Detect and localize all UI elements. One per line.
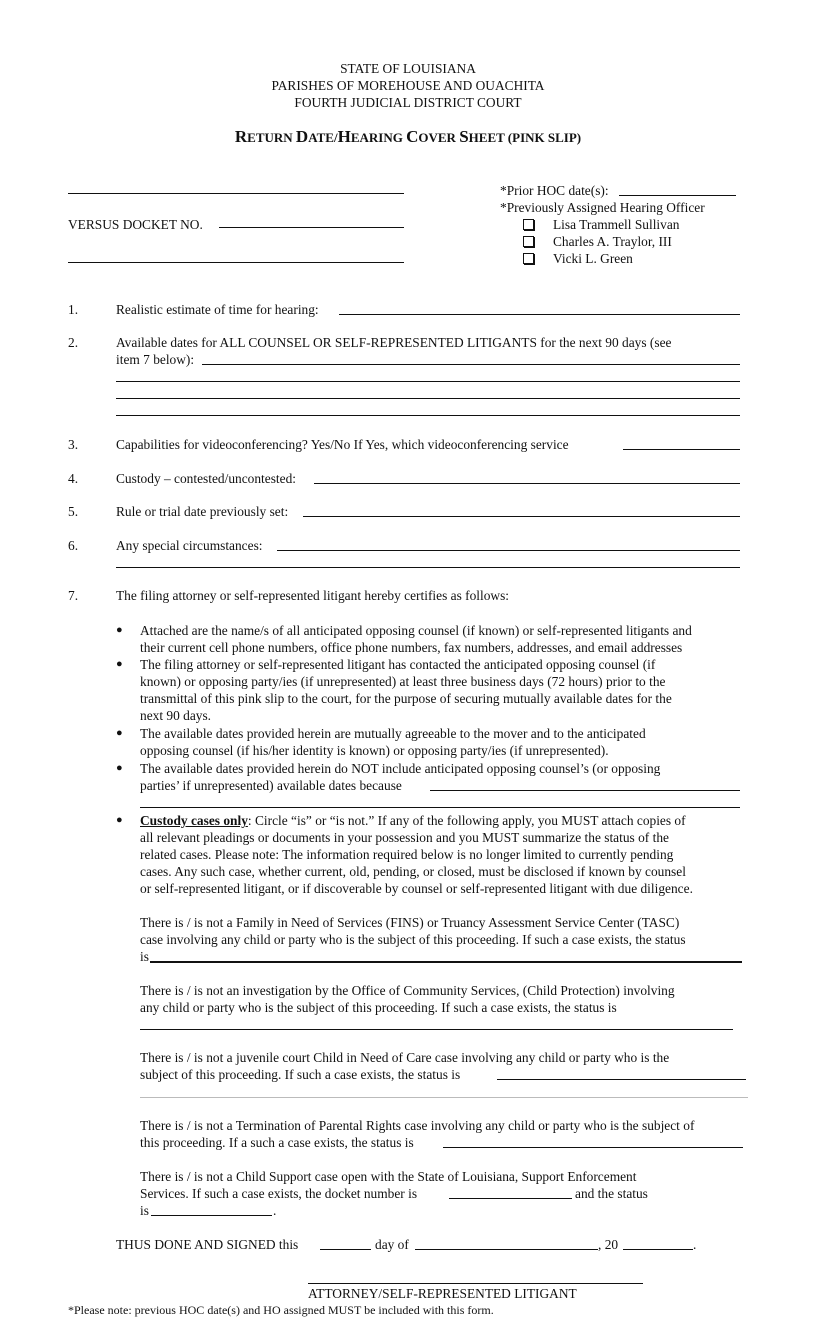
cs-is-label: is xyxy=(140,1203,149,1218)
officer-checkbox-green[interactable] xyxy=(523,253,534,264)
bullet-1-line-1: Attached are the name/s of all anticipated opposing counsel (if known) or self-represented litigants and xyxy=(140,623,692,638)
bullet-5-line-4: cases. Any such case, whether current, old, pending, or closed, must be disclosed if known by counsel xyxy=(140,864,686,879)
bullet-2-line-2: known) or opposing party/ies (if unrepresented) at least three business days (72 hours) prior to the xyxy=(140,674,666,689)
item-1-label: Realistic estimate of time for hearing: xyxy=(116,302,319,317)
item-7-label: The filing attorney or self-represented litigant hereby certifies as follows: xyxy=(116,588,510,603)
cinc-status-line[interactable] xyxy=(497,1079,746,1080)
cs-and-status: and the status xyxy=(575,1186,648,1201)
cinc-line-1: There is / is not a juvenile court Child in Need of Care case involving any child or party who is the xyxy=(140,1050,670,1065)
item-2-line-3[interactable] xyxy=(116,398,740,399)
year-line[interactable] xyxy=(623,1249,693,1250)
bullet-4-line-2: parties’ if unrepresented) available dates because xyxy=(140,778,402,793)
ocs-line-1: There is / is not an investigation by the Office of Community Services, (Child Protection) involving xyxy=(140,983,675,998)
cs-line-2: Services. If such a case exists, the docket number is xyxy=(140,1186,418,1201)
bullet-icon: ● xyxy=(116,658,123,670)
bullet-3-line-1: The available dates provided herein are mutually agreeable to the mover and to the anticipated xyxy=(140,726,646,741)
item-4-line[interactable] xyxy=(314,483,740,484)
item-2-line-2[interactable] xyxy=(116,381,740,382)
item-2-label: Available dates for ALL COUNSEL OR SELF-REPRESENTED LITIGANTS for the next 90 days (see xyxy=(116,335,672,350)
officer-sullivan: Lisa Trammell Sullivan xyxy=(553,217,680,232)
item-7-number: 7. xyxy=(68,588,79,603)
bullet-2-line-4: next 90 days. xyxy=(140,708,212,723)
bullet-icon: ● xyxy=(116,814,123,826)
thus-done-label: THUS DONE AND SIGNED this xyxy=(116,1237,299,1252)
prior-hoc-line[interactable] xyxy=(619,195,736,196)
cinc-status-line-2[interactable] xyxy=(140,1097,748,1098)
bullet-4-line-extra[interactable] xyxy=(140,807,740,808)
item-6-label: Any special circumstances: xyxy=(116,538,263,553)
item-5-number: 5. xyxy=(68,504,79,519)
tpr-line-1: There is / is not a Termination of Parental Rights case involving any child or party who is the subject of xyxy=(140,1118,695,1133)
cs-docket-line[interactable] xyxy=(449,1198,572,1199)
item-5-label: Rule or trial date previously set: xyxy=(116,504,289,519)
footer-note: *Please note: previous HOC date(s) and HO assigned MUST be included with this form. xyxy=(68,1303,494,1317)
custody-only-label: Custody cases only xyxy=(140,813,248,828)
document-title: RETURN DATE/HEARING COVER SHEET (PINK SLIP) xyxy=(234,127,582,146)
ocs-status-line[interactable] xyxy=(140,1029,733,1030)
parishes-heading: PARISHES OF MOREHOUSE AND OUACHITA xyxy=(271,78,545,93)
officer-green: Vicki L. Green xyxy=(553,251,633,266)
item-6-line-2[interactable] xyxy=(116,567,740,568)
item-2-line-1[interactable] xyxy=(202,364,740,365)
bullet-icon: ● xyxy=(116,727,123,739)
item-2-label-cont: item 7 below): xyxy=(116,352,195,367)
item-2-line-4[interactable] xyxy=(116,415,740,416)
item-2-number: 2. xyxy=(68,335,79,350)
month-line[interactable] xyxy=(415,1249,598,1250)
sign-period: . xyxy=(693,1237,697,1252)
item-4-label: Custody – contested/uncontested: xyxy=(116,471,297,486)
prior-hoc-label: *Prior HOC date(s): xyxy=(500,183,609,198)
bullet-3-line-2: opposing counsel (if his/her identity is known) or opposing party/ies (if unrepresented). xyxy=(140,743,609,758)
fins-line-3: is xyxy=(140,949,149,964)
item-3-label: Capabilities for videoconferencing? Yes/No If Yes, which videoconferencing service xyxy=(116,437,569,452)
fins-status-line[interactable] xyxy=(150,961,742,963)
signature-line[interactable] xyxy=(308,1283,643,1284)
officer-checkbox-traylor[interactable] xyxy=(523,236,534,247)
bullet-5-line-5: or self-represented litigant, or if discoverable by counsel or self-represented litigant with due diligence. xyxy=(140,881,693,896)
bullet-5-line-1: Custody cases only: Circle “is” or “is not.” If any of the following apply, you MUST attach copies of xyxy=(140,813,686,828)
tpr-status-line[interactable] xyxy=(443,1147,743,1148)
item-4-number: 4. xyxy=(68,471,79,486)
day-line[interactable] xyxy=(320,1249,371,1250)
fins-line-2: case involving any child or party who is the subject of this proceeding. If such a case exists, the status xyxy=(140,932,686,947)
bullet-icon: ● xyxy=(116,624,123,636)
item-5-line[interactable] xyxy=(303,516,740,517)
state-heading: STATE OF LOUISIANA xyxy=(340,61,476,76)
year-label: , 20 xyxy=(598,1237,619,1252)
docket-number-line[interactable] xyxy=(219,227,404,228)
bullet-2-line-1: The filing attorney or self-represented litigant has contacted the anticipated opposing counsel (if xyxy=(140,657,656,672)
item-6-number: 6. xyxy=(68,538,79,553)
fins-line-1: There is / is not a Family in Need of Services (FINS) or Truancy Assessment Service Center (TASC) xyxy=(140,915,680,930)
ocs-line-2: any child or party who is the subject of this proceeding. If such a case exists, the status is xyxy=(140,1000,617,1015)
cs-status-line[interactable] xyxy=(151,1215,272,1216)
signer-label: ATTORNEY/SELF-REPRESENTED LITIGANT xyxy=(308,1286,577,1301)
versus-docket-label: VERSUS DOCKET NO. xyxy=(68,217,203,232)
bullet-2-line-3: transmittal of this pink slip to the court, for the purpose of securing mutually available dates for the xyxy=(140,691,672,706)
cinc-line-2: subject of this proceeding. If such a case exists, the status is xyxy=(140,1067,461,1082)
plaintiff-name-line[interactable] xyxy=(68,193,404,194)
prev-officer-label: *Previously Assigned Hearing Officer xyxy=(500,200,705,215)
defendant-name-line[interactable] xyxy=(68,262,404,263)
bullet-1-line-2: their current cell phone numbers, office phone numbers, fax numbers, addresses, and email addresses xyxy=(140,640,683,655)
item-1-number: 1. xyxy=(68,302,79,317)
court-heading: FOURTH JUDICIAL DISTRICT COURT xyxy=(294,95,522,110)
item-1-line[interactable] xyxy=(339,314,740,315)
bullet-5-line-2: all relevant pleadings or documents in your possession and you MUST summarize the status of the xyxy=(140,830,669,845)
officer-traylor: Charles A. Traylor, III xyxy=(553,234,672,249)
bullet-4-line-1: The available dates provided herein do NOT include anticipated opposing counsel’s (or opposing xyxy=(140,761,661,776)
tpr-line-2: this proceeding. If a such a case exists, the status is xyxy=(140,1135,414,1150)
cs-period: . xyxy=(273,1203,277,1218)
item-3-line[interactable] xyxy=(623,449,740,450)
bullet-icon: ● xyxy=(116,762,123,774)
cs-line-1: There is / is not a Child Support case open with the State of Louisiana, Support Enforcement xyxy=(140,1169,637,1184)
officer-checkbox-sullivan[interactable] xyxy=(523,219,534,230)
bullet-5-line-3: related cases. Please note: The information required below is no longer limited to currently pending xyxy=(140,847,674,862)
item-3-number: 3. xyxy=(68,437,79,452)
item-6-line-1[interactable] xyxy=(277,550,740,551)
day-of-label: day of xyxy=(375,1237,409,1252)
bullet-4-line[interactable] xyxy=(430,790,740,791)
